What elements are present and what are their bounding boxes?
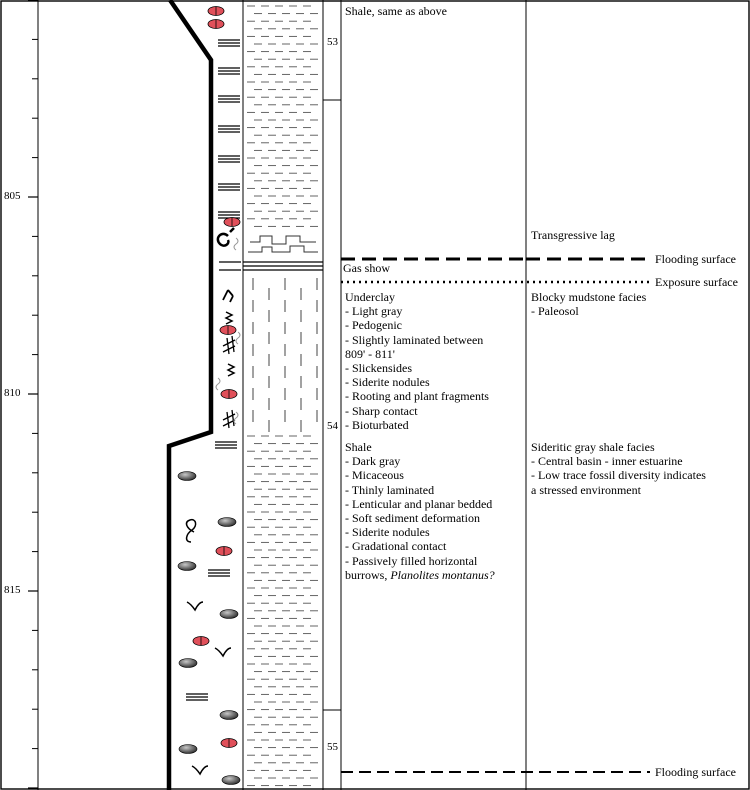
plant-fragment-icon [223,336,235,354]
blocky-mudstone-interpretation [531,290,646,318]
lag-step-pattern [250,236,316,244]
shell-fragment-icon [218,228,234,246]
underclay-item: - Sharp contact [345,403,418,418]
underclay-item: - Slickensides [345,361,412,376]
shale-item: - Gradational contact [345,539,447,554]
flooding-surface-upper-label: Flooding surface [655,252,736,266]
shale-item: - Passively filled horizontal [345,553,478,568]
shale-last-prefix: burrows, [345,567,391,582]
shale-item: - Soft sediment deformation [345,511,480,526]
underclay-item: - Rooting and plant fragments [345,389,489,404]
underclay-item: - Pedogenic [345,318,402,333]
root-trace-icon [223,290,233,302]
blocky-mudstone-title: Blocky mudstone facies [531,290,647,304]
shale-item: - Lenticular and planar bedded [345,496,493,511]
burrow-icon [215,648,231,656]
slickenside-icon [228,364,234,376]
underclay-item: - Siderite nodules [345,375,430,390]
dark-nodule-icon [179,659,197,668]
burrow-icon [187,602,203,610]
plant-fragment-icon [223,410,235,428]
shale-item: - Dark gray [345,454,401,469]
shale-item: - Micaceous [345,468,404,483]
exposure-surface-label: Exposure surface [655,275,738,289]
underclay-title: Underclay [345,290,395,304]
shale-item: - Siderite nodules [345,525,430,540]
depth-label-810: 810 [4,387,21,399]
sideritic-shale-title: Sideritic gray shale facies [531,440,655,454]
sideritic-shale-item: - Central basin - inner estuarine [531,454,683,469]
depth-ticks [28,0,38,788]
depth-label-805: 805 [4,190,21,202]
underclay-item: - Light gray [345,304,403,319]
shale-above-description: Shale, same as above [345,4,447,18]
bioturbation-icon [234,238,238,250]
dark-nodule-icon [178,562,196,571]
depth-label-815: 815 [4,584,21,596]
dark-nodule-icon [222,776,240,785]
shale-item-last [345,568,495,582]
shale-item: - Thinly laminated [345,482,435,497]
bioturbation-icon [216,378,220,390]
species-name: Planolites montanus? [390,567,495,582]
transgressive-lag-label: Transgressive lag [531,228,615,242]
sideritic-shale-interpretation [531,440,706,497]
burrow-icon [187,520,196,542]
flooding-surface-lower-label: Flooding surface [655,765,736,779]
sideritic-shale-item: - Low trace fossil diversity indicates [531,468,706,483]
dark-nodule-icon [178,472,196,481]
underclay-description [345,290,489,432]
shale-title: Shale [345,440,372,454]
burrow-icon [192,766,208,774]
dark-nodule-icon [220,711,238,720]
shale-description [345,440,495,582]
core-box-label-53: 53 [327,36,338,48]
dark-nodule-icon [179,745,197,754]
slickenside-icon [226,312,232,324]
sideritic-shale-item: a stressed environment [531,482,641,497]
lithology-patterns [243,6,323,786]
lag-step-pattern [248,246,318,252]
core-box-label-54: 54 [327,420,338,432]
gas-show-label: Gas show [343,261,390,275]
core-box-label-55: 55 [327,741,338,753]
trace-fossil-symbols [187,228,240,774]
grain-size-profile [169,0,211,790]
underclay-item: 809' - 811' [345,346,395,361]
blocky-mudstone-item: - Paleosol [531,304,579,319]
bioturbation-icon [236,332,240,344]
lamination-symbols [186,40,241,700]
underclay-item: - Bioturbated [345,417,409,432]
dark-nodule-icon [220,610,238,619]
dark-nodule-icon [218,518,236,527]
underclay-item: - Slightly laminated between [345,332,484,347]
